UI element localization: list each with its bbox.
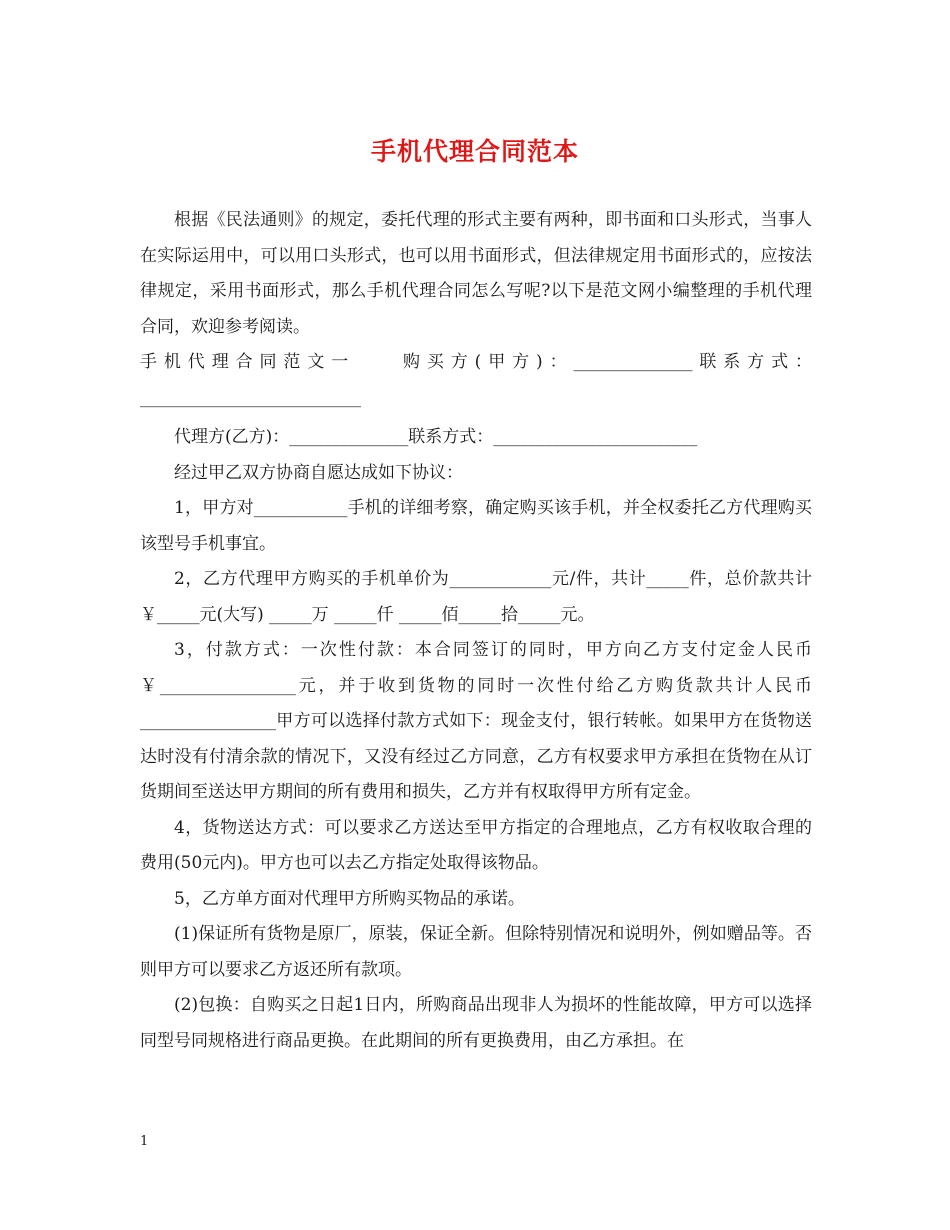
clause-5-item-1: (1)保证所有货物是原厂，原装，保证全新。但除特别情况和说明外，例如赠品等。否则甲方可以要求乙方返还所有款项。 [140, 924, 812, 980]
contract-header-line: 手机代理合同范文一 购买方(甲方)：______________联系方式：__________________________ [140, 352, 812, 408]
agent-party-line: 代理方(乙方)：______________联系方式：________________________ [174, 427, 698, 447]
clause-1: 1，甲方对___________手机的详细考察，确定购买该手机，并全权委托乙方代理购买该型号手机事宜。 [140, 498, 812, 554]
document-title: 手机代理合同范本 [370, 137, 579, 166]
page-number: 1 [140, 1134, 149, 1149]
clause-2: 2，乙方代理甲方购买的手机单价为____________元/件，共计_____件，总价款共计￥_____元(大写) _____万 _____仟 _____佰_____拾_____元。 [140, 569, 812, 625]
clause-5: 5，乙方单方面对代理甲方所购买物品的承诺。 [174, 888, 525, 909]
clause-5-item-2: (2)包换：自购买之日起1日内，所购商品出现非人为损坏的性能故障，甲方可以选择同型号同规格进行商品更换。在此期间的所有更换费用，由乙方承担。在 [140, 995, 812, 1051]
clause-4: 4，货物送达方式：可以要求乙方送达至甲方指定的合理地点，乙方有权收取合理的费用(50元内)。甲方也可以去乙方指定处取得该物品。 [140, 817, 812, 873]
intro-paragraph: 根据《民法通则》的规定，委托代理的形式主要有两种，即书面和口头形式，当事人在实际运用中，可以用口头形式，也可以用书面形式，但法律规定用书面形式的，应按法律规定，采用书面形式，那么手机代理合同怎么写呢?以下是范文网小编整理的手机代理合同，欢迎参考阅读。 [140, 210, 812, 337]
document-body [140, 203, 812, 1059]
agreement-intro: 经过甲乙双方协商自愿达成如下协议： [174, 462, 463, 483]
clause-3: 3，付款方式：一次性付款：本合同签订的同时，甲方向乙方支付定金人民币￥________________元，并于收到货物的同时一次性付给乙方购货款共计人民币________________甲方可以选择付款方式如下：现金支付，银行转帐。如果甲方在货物送达时没有付清余款的情况下，又没有经过乙方同意，乙方有权要求甲方承担在货物在从订货期间至送达甲方期间的所有费用和损失，乙方并有权取得甲方所有定金。 [140, 640, 812, 802]
